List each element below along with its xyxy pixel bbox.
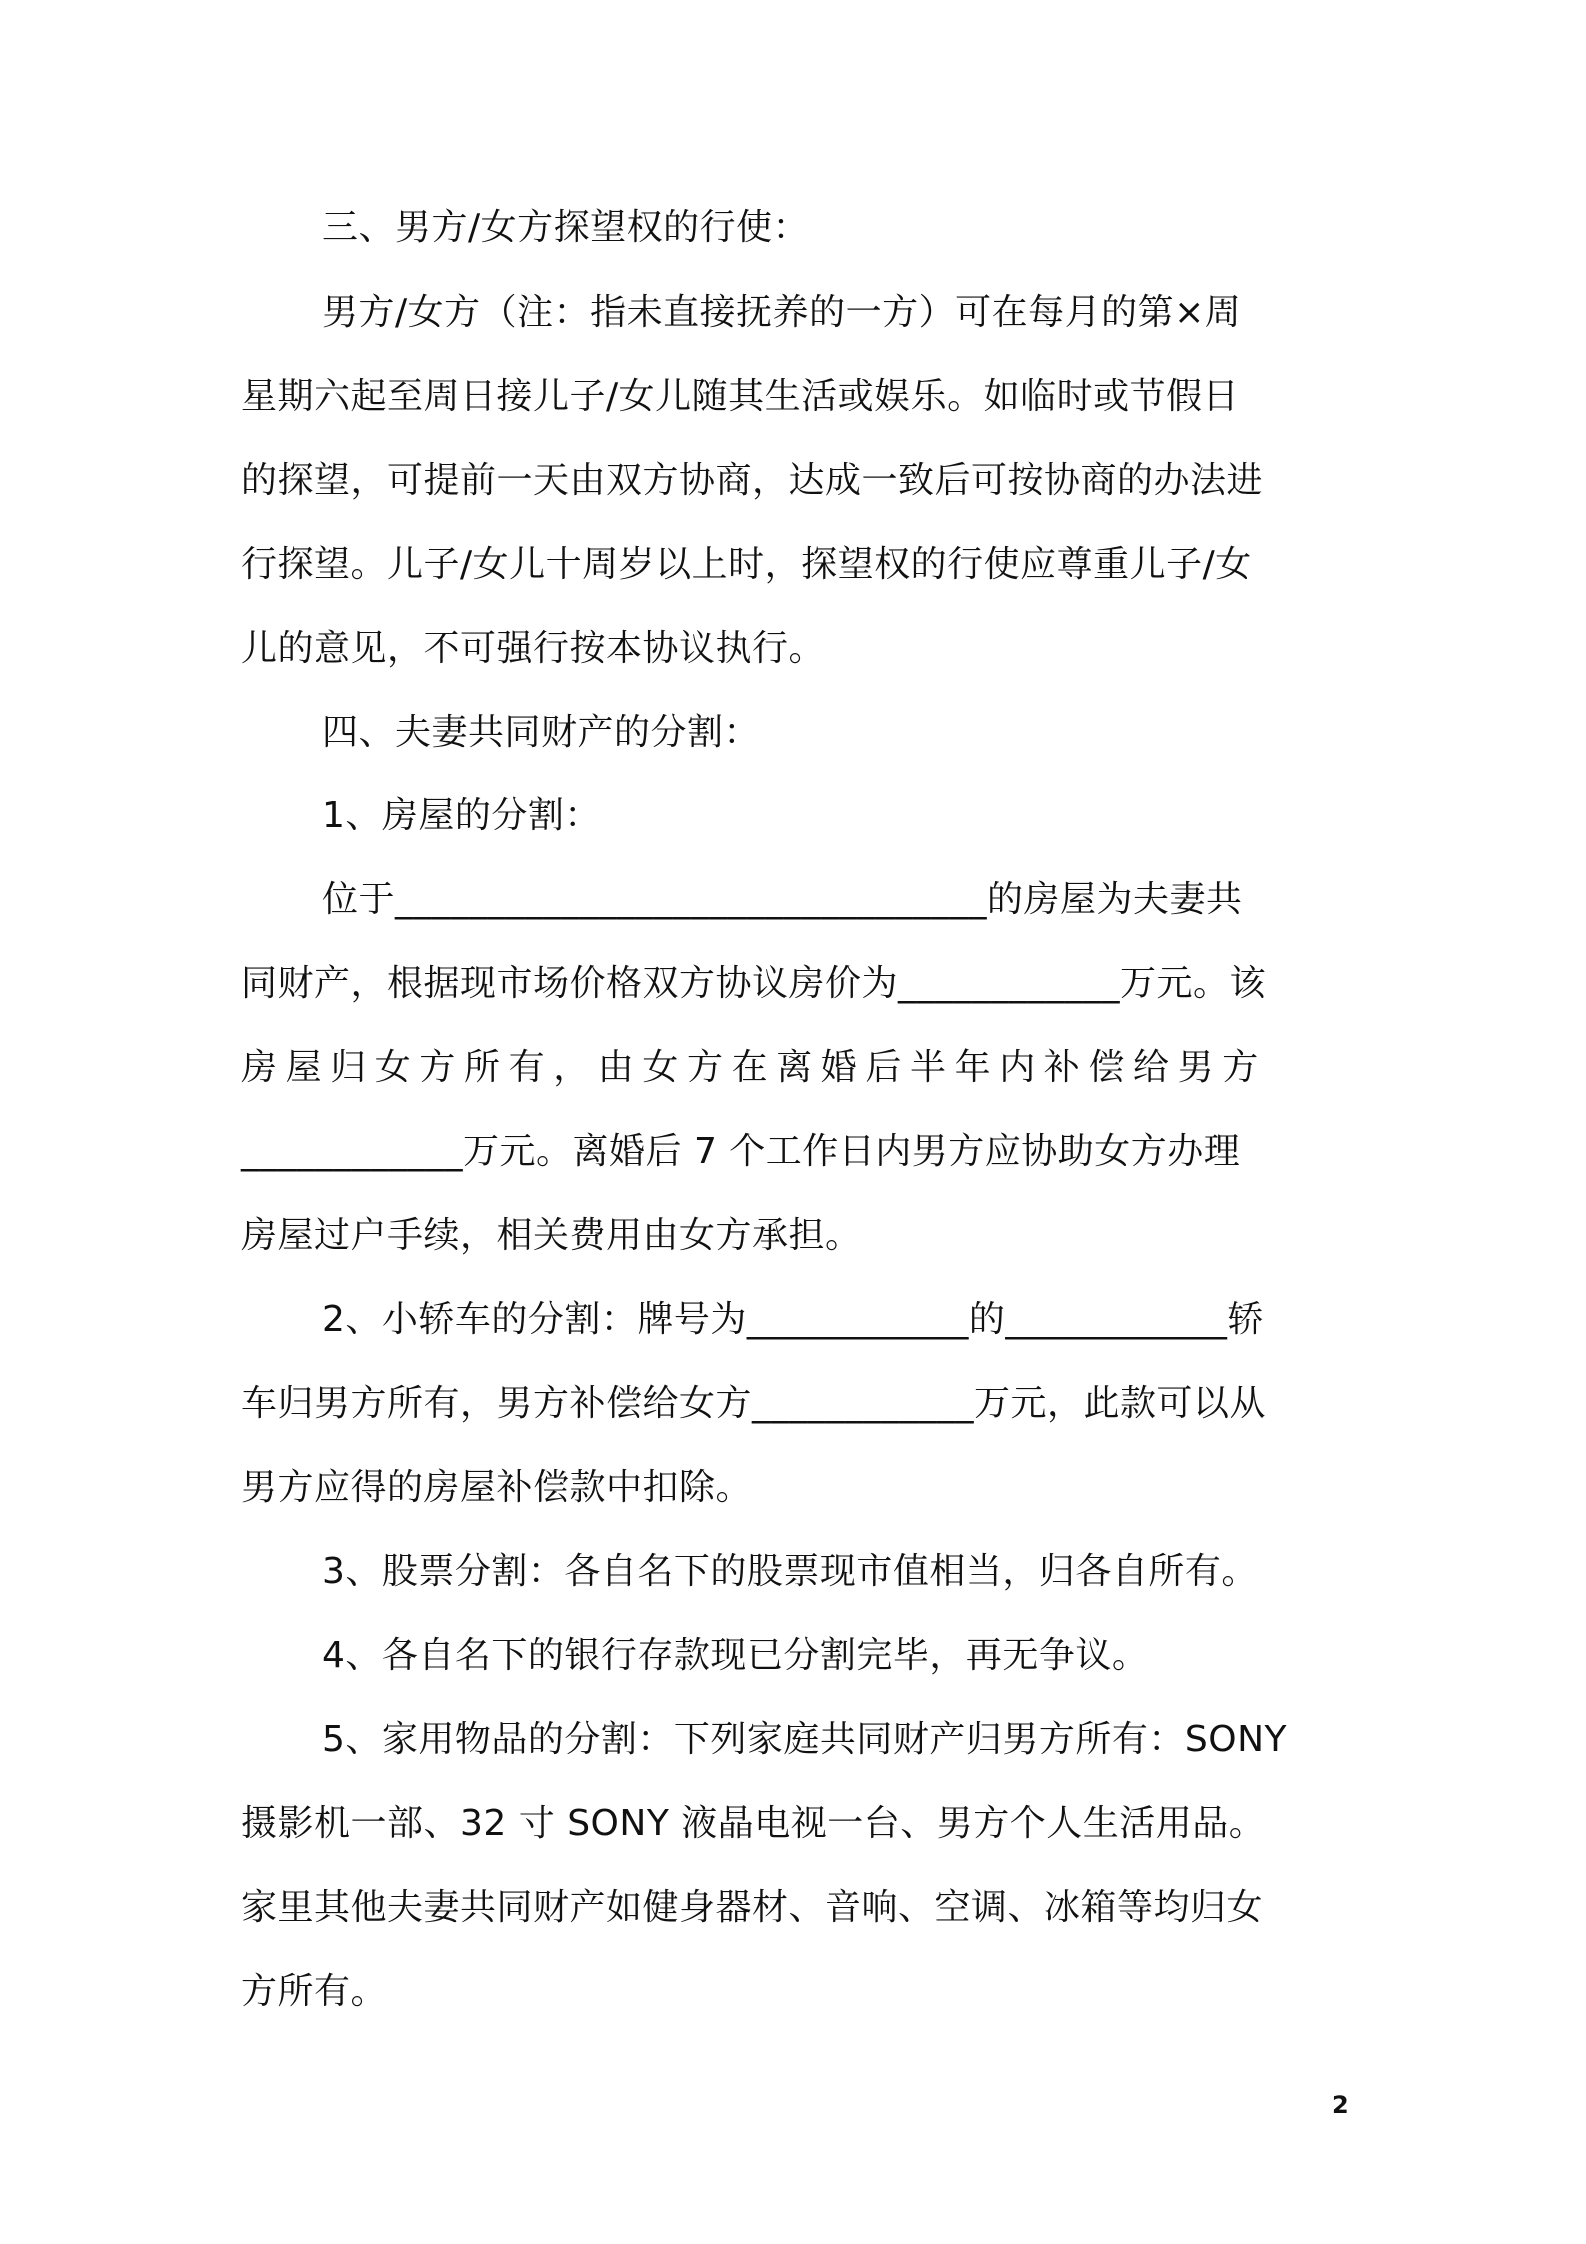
paragraph-line: 摄影机一部、32 寸 SONY 液晶电视一台、男方个人生活用品。	[241, 1803, 1266, 1844]
paragraph-line: 儿的意见，不可强行按本协议执行。	[241, 628, 826, 669]
paragraph-line: 男方/女方（注：指未直接抚养的一方）可在每月的第×周	[322, 292, 1242, 333]
paragraph-line: 方所有。	[241, 1971, 388, 2012]
paragraph-line: 行探望。儿子/女儿十周岁以上时，探望权的行使应尊重儿子/女	[241, 544, 1252, 585]
subsection-deposits: 4、各自名下的银行存款现已分割完毕，再无争议。	[322, 1635, 1149, 1676]
paragraph-line: 位于________________________________的房屋为夫妻共	[322, 879, 1243, 920]
paragraph-line: 星期六起至周日接儿子/女儿随其生活或娱乐。如临时或节假日	[241, 376, 1240, 417]
paragraph-line: 家里其他夫妻共同财产如健身器材、音响、空调、冰箱等均归女	[241, 1887, 1264, 1928]
paragraph-line: 房屋归女方所有，由女方在离婚后半年内补偿给男方	[241, 1047, 1267, 1088]
subsection-car: 2、小轿车的分割：牌号为____________的____________轿	[322, 1299, 1264, 1340]
paragraph-line: ____________万元。离婚后 7 个工作日内男方应协助女方办理	[241, 1131, 1241, 1172]
section-heading-visitation: 三、男方/女方探望权的行使：	[322, 207, 810, 248]
paragraph-line: 房屋过户手续，相关费用由女方承担。	[241, 1215, 862, 1256]
page-number: 2	[1332, 2091, 1349, 2119]
subsection-household: 5、家用物品的分割：下列家庭共同财产归男方所有：SONY	[322, 1719, 1288, 1760]
paragraph-line: 同财产，根据现市场价格双方协议房价为____________万元。该	[241, 963, 1267, 1004]
paragraph-line: 车归男方所有，男方补偿给女方____________万元，此款可以从	[241, 1383, 1267, 1424]
paragraph-line: 的探望，可提前一天由双方协商，达成一致后可按协商的办法进	[241, 460, 1264, 501]
subsection-heading-house: 1、房屋的分割：	[322, 795, 601, 836]
section-heading-property: 四、夫妻共同财产的分割：	[322, 712, 761, 753]
subsection-stocks: 3、股票分割：各自名下的股票现市值相当，归各自所有。	[322, 1551, 1258, 1592]
paragraph-line: 男方应得的房屋补偿款中扣除。	[241, 1467, 753, 1508]
